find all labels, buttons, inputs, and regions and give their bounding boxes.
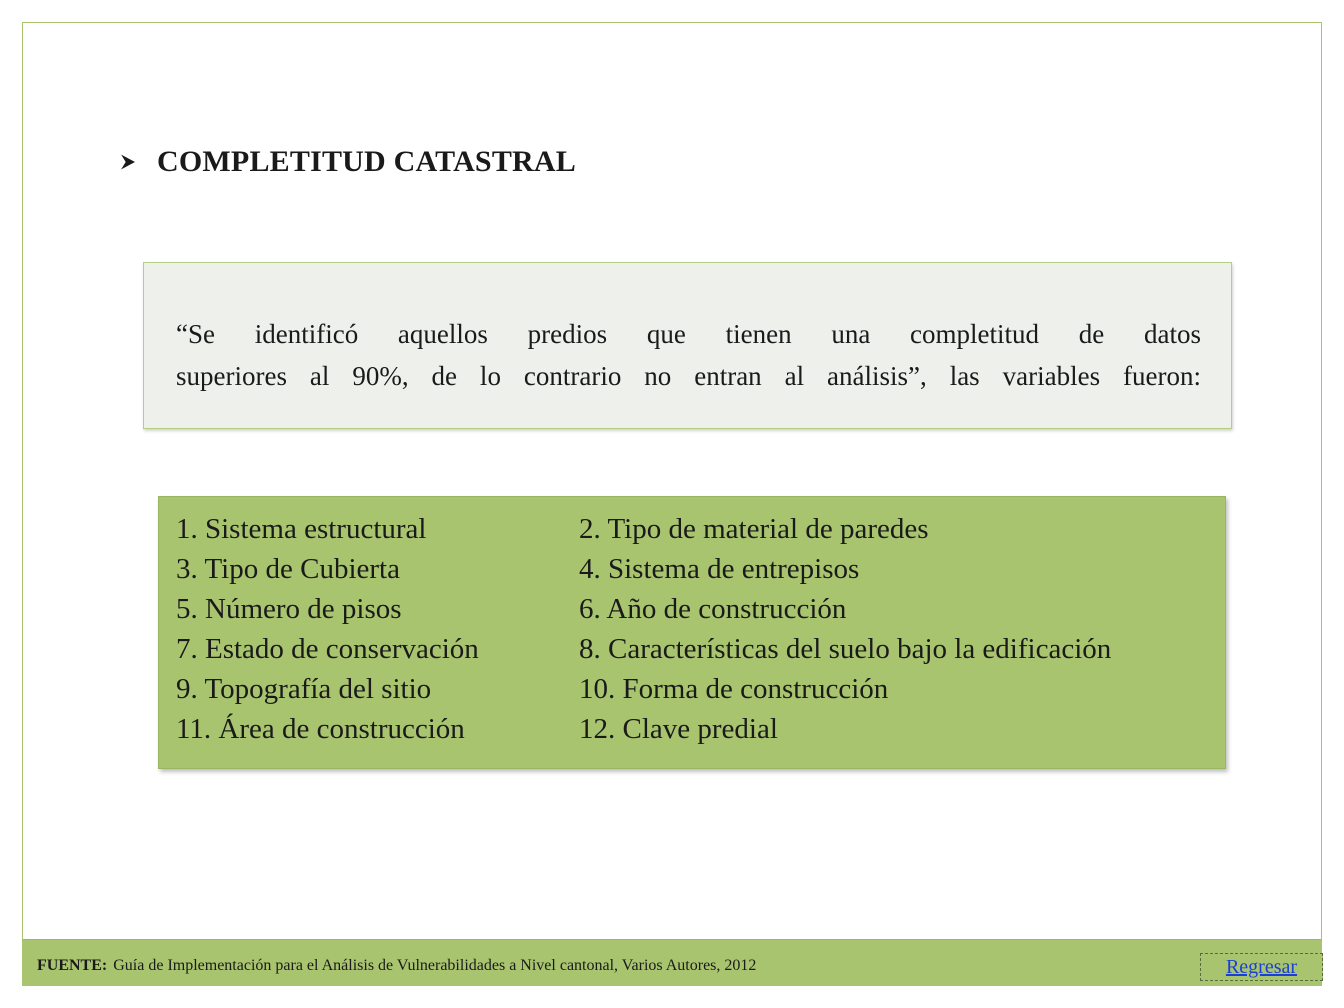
list-item: 3. Tipo de Cubierta xyxy=(176,553,400,585)
list-item: 9. Topografía del sitio xyxy=(176,673,432,705)
quote-text xyxy=(176,313,1201,397)
quote-line-2: superiores al 90%, de lo contrario no entran al análisis”, las variables fueron: xyxy=(176,361,1201,391)
back-button[interactable]: Regresar xyxy=(1200,953,1323,981)
list-item: 11. Área de construcción xyxy=(176,713,465,745)
list-item: 8. Características del suelo bajo la edificación xyxy=(579,633,1112,665)
list-item: 12. Clave predial xyxy=(579,713,778,745)
list-item: 1. Sistema estructural xyxy=(176,513,427,545)
source-citation xyxy=(37,957,756,975)
quote-line-1: “Se identificó aquellos predios que tienen una completitud de datos xyxy=(176,319,1201,349)
page-title: COMPLETITUD CATASTRAL xyxy=(157,145,576,178)
variables-list-box xyxy=(158,496,1226,769)
source-text: Guía de Implementación para el Análisis de Vulnerabilidades a Nivel cantonal, Varios Autores, 2012 xyxy=(113,957,757,974)
list-item: 6. Año de construcción xyxy=(579,593,847,625)
source-label: FUENTE: xyxy=(37,957,108,974)
list-item: 10. Forma de construcción xyxy=(579,673,889,705)
footer-bar xyxy=(22,939,1322,986)
list-item: 2. Tipo de material de paredes xyxy=(579,513,929,545)
list-item: 7. Estado de conservación xyxy=(176,633,479,665)
list-item: 4. Sistema de entrepisos xyxy=(579,553,860,585)
list-item: 5. Número de pisos xyxy=(176,593,402,625)
section-heading xyxy=(115,140,576,184)
quote-box xyxy=(143,262,1232,429)
arrowhead-bullet-icon xyxy=(115,150,139,174)
variables-list xyxy=(176,509,1225,749)
